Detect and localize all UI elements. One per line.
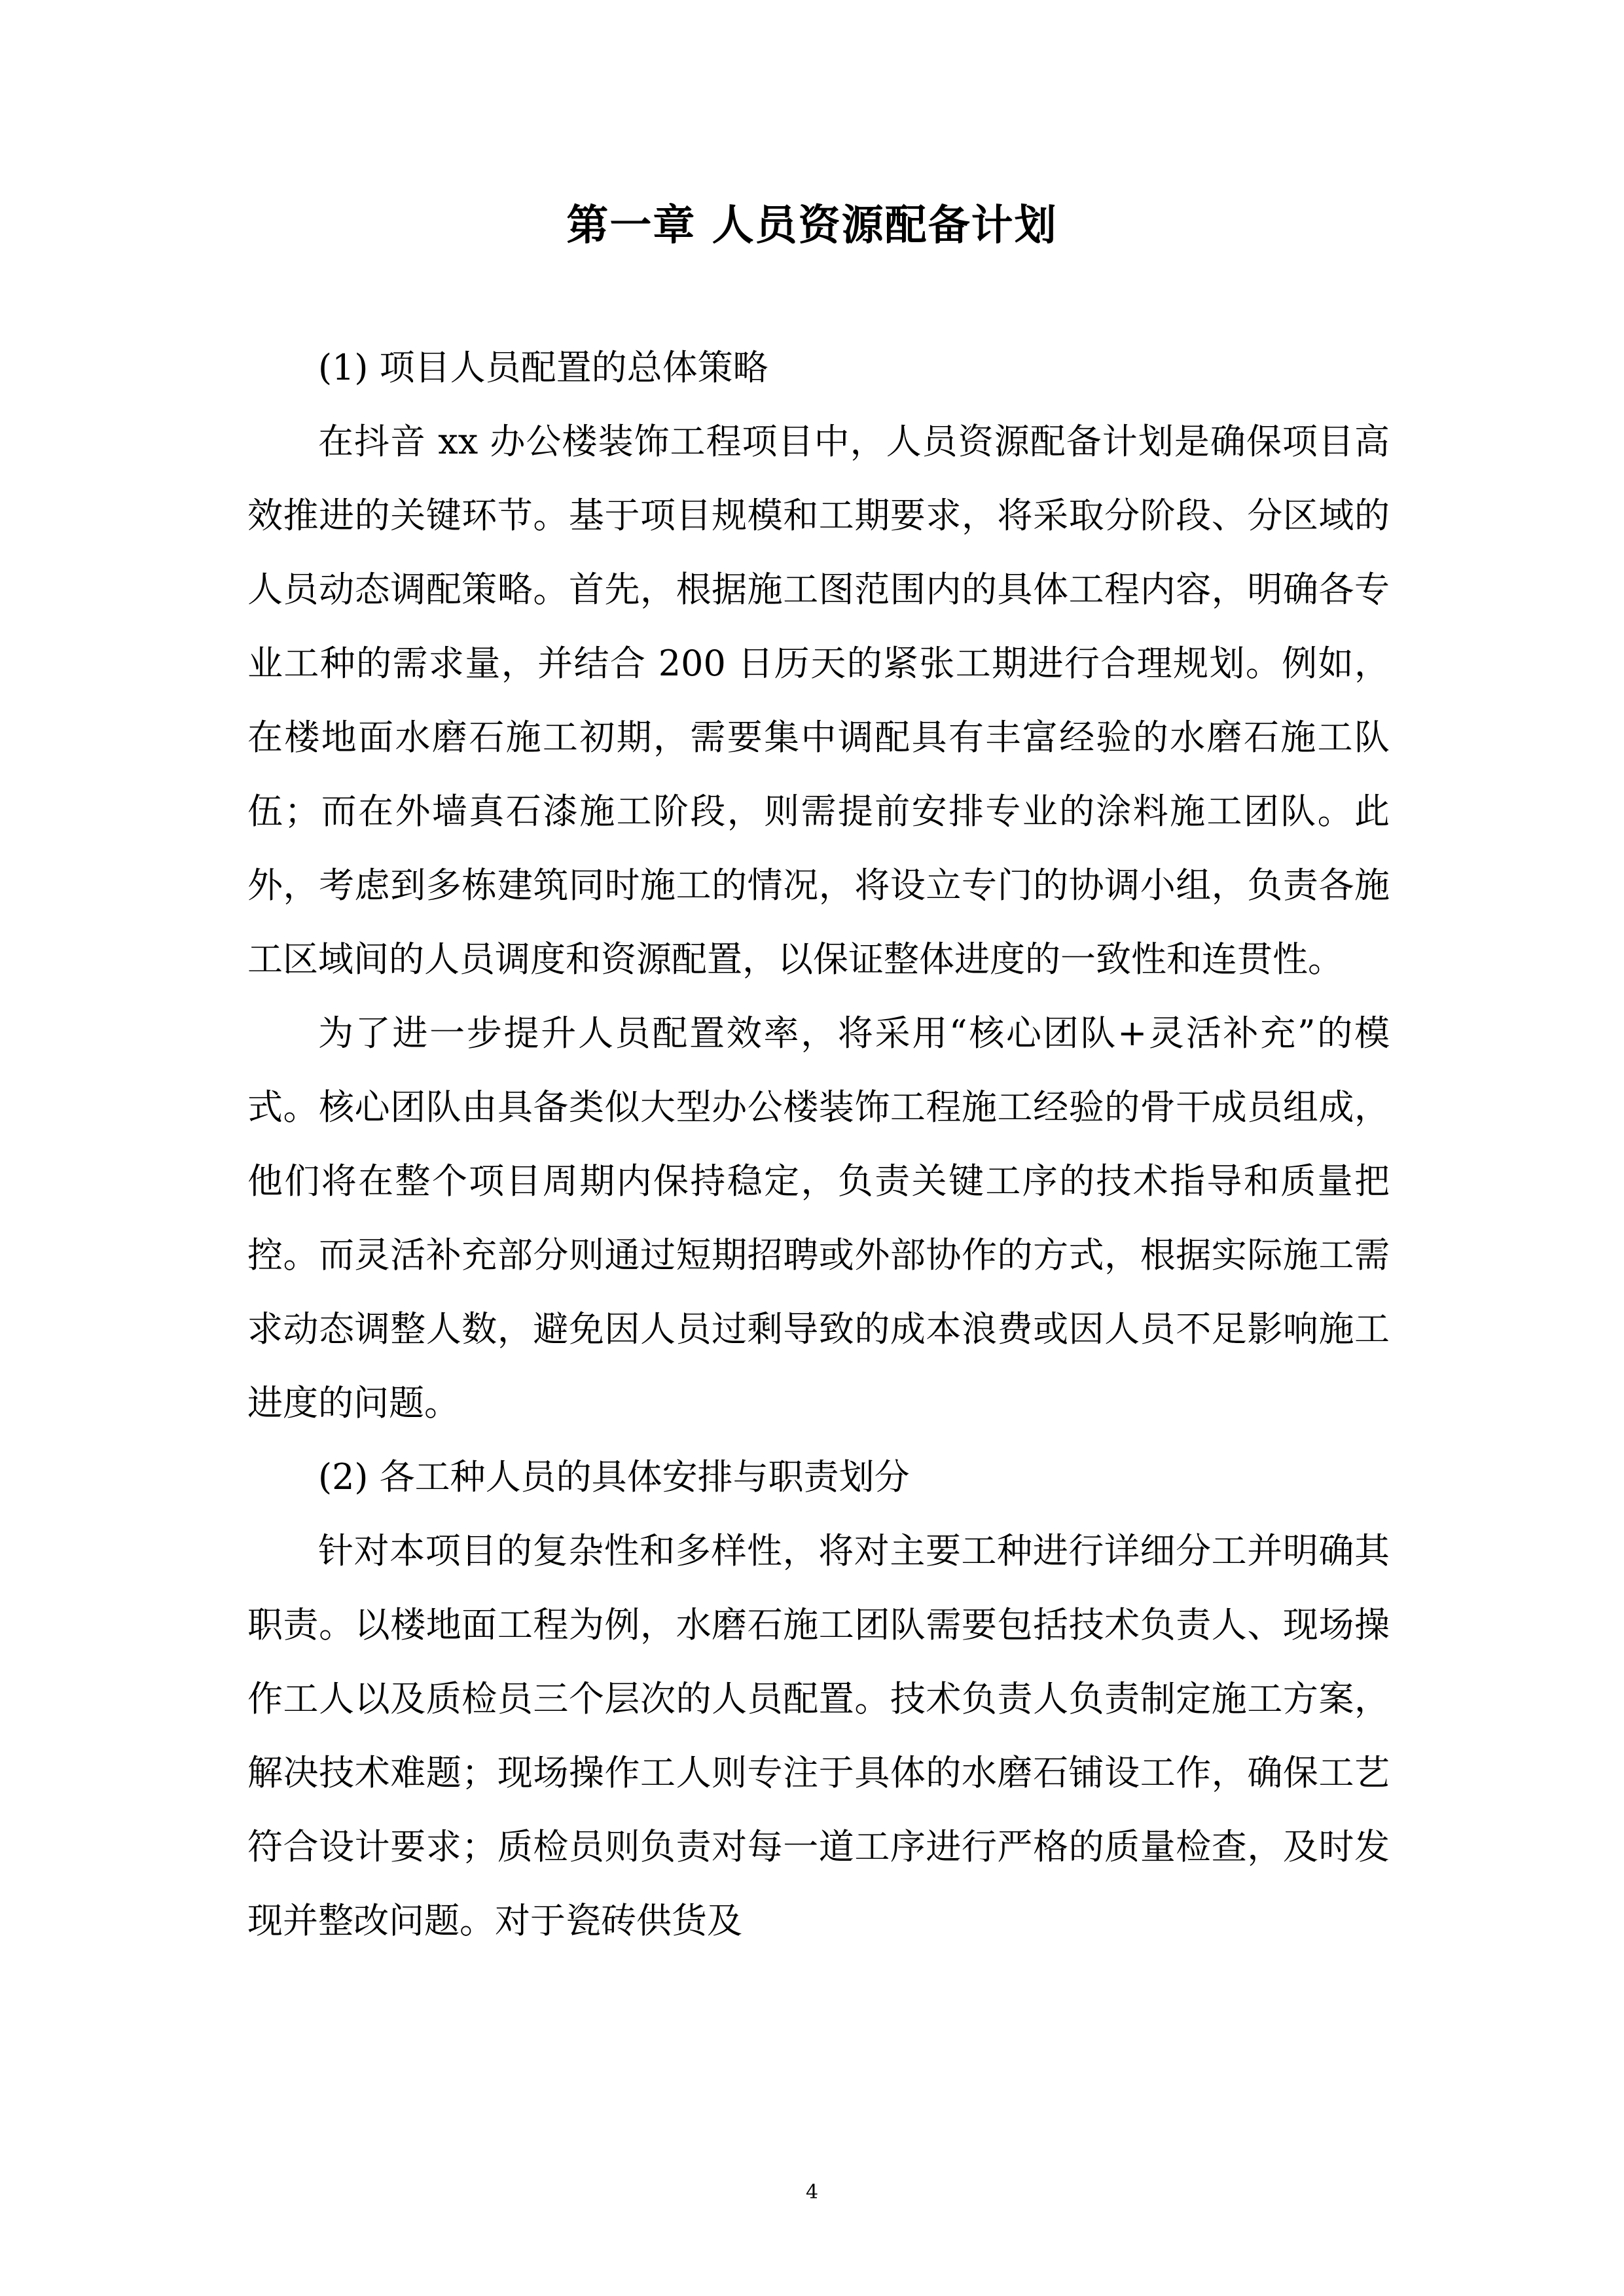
chapter-title: 第一章 人员资源配备计划 [566, 202, 1058, 250]
body-text [247, 331, 1390, 1958]
paragraph: 为了进一步提升人员配置效率，将采用“核心团队+灵活补充”的模式。核心团队由具备类似大型办公楼装饰工程施工经验的骨干成员组成，他们将在整个项目周期内保持稳定，负责关键工序的技术指导和质量把控。而灵活补充部分则通过短期招聘或外部协作的方式，根据实际施工需求动态调整人数，避免因人员过剩导致的成本浪费或因人员不足影响施工进度的问题。 [247, 1013, 1390, 1424]
section-heading-2: (2) 各工种人员的具体安排与职责划分 [318, 1456, 910, 1498]
section-heading-1: (1) 项目人员配置的总体策略 [318, 347, 768, 388]
paragraph: 在抖音 xx 办公楼装饰工程项目中，人员资源配备计划是确保项目高效推进的关键环节。基于项目规模和工期要求，将采取分阶段、分区域的人员动态调配策略。首先，根据施工图范围内的具体工程内容，明确各专业工种的需求量，并结合 200 日历天的紧张工期进行合理规划。例如，在楼地面水磨石施工初期，需要集中调配具有丰富经验的水磨石施工队伍；而在外墙真石漆施工阶段，则需提前安排专业的涂料施工团队。此外，考虑到多栋建筑同时施工的情况，将设立专门的协调小组，负责各施工区域间的人员调度和资源配置，以保证整体进度的一致性和连贯性。 [247, 421, 1390, 980]
paragraph: 针对本项目的复杂性和多样性，将对主要工种进行详细分工并明确其职责。以楼地面工程为例，水磨石施工团队需要包括技术负责人、现场操作工人以及质检员三个层次的人员配置。技术负责人负责制定施工方案，解决技术难题；现场操作工人则专注于具体的水磨石铺设工作，确保工艺符合设计要求；质检员则负责对每一道工序进行严格的质量检查，及时发现并整改问题。对于瓷砖供货及 [247, 1530, 1390, 1941]
page-number: 4 [805, 2181, 819, 2204]
